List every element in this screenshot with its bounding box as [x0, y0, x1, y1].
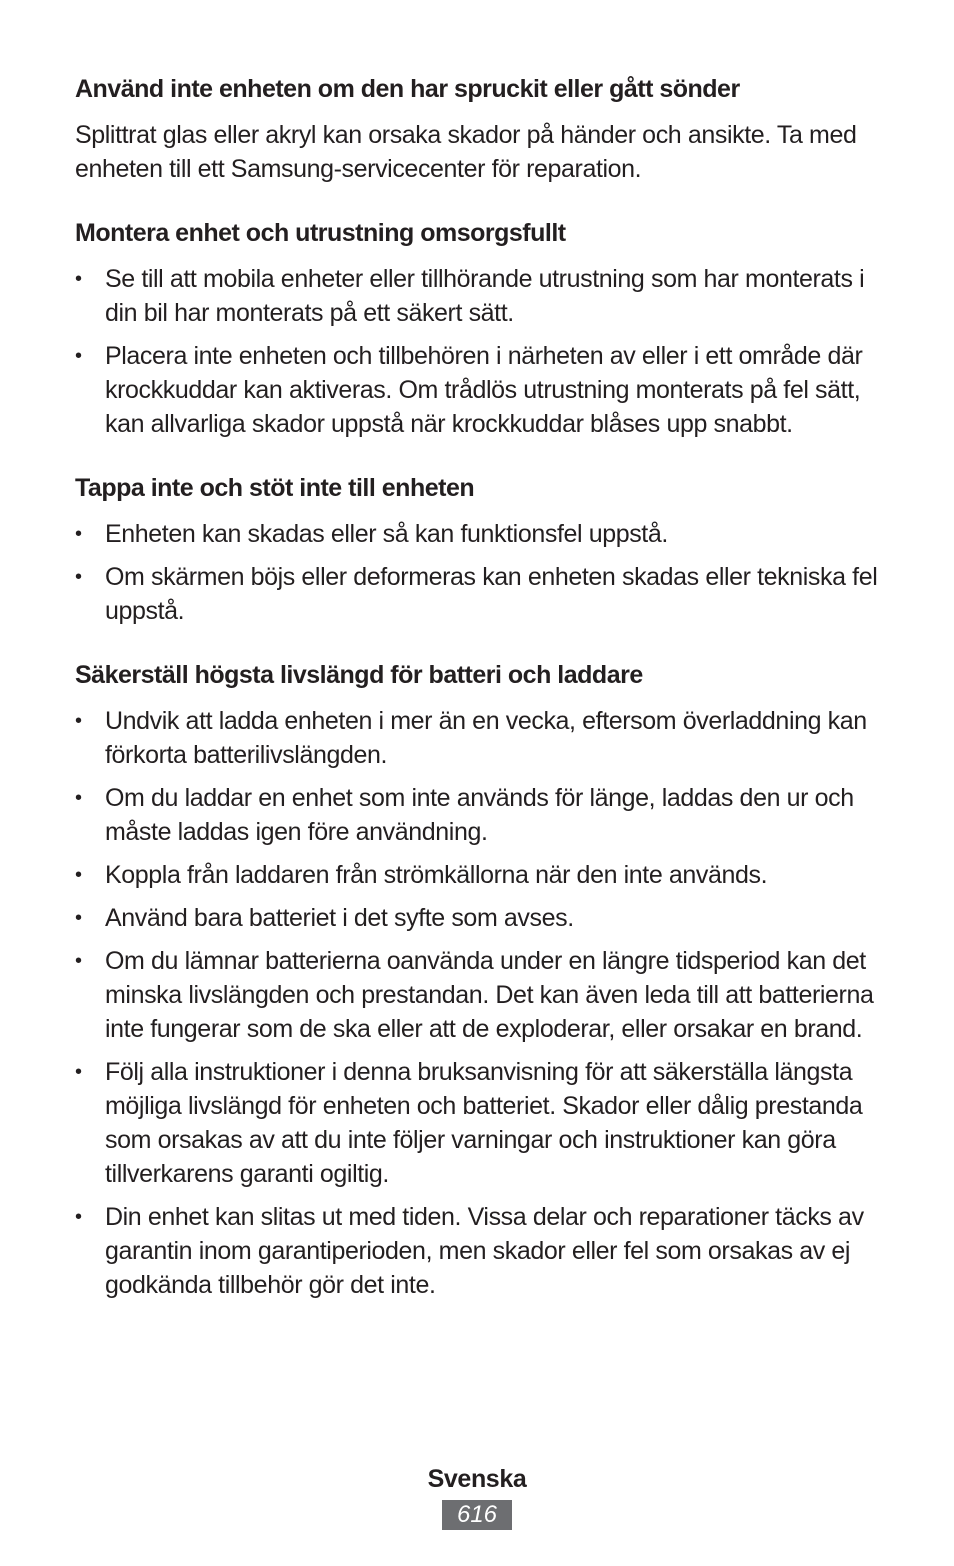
footer-language: Svenska — [427, 1465, 527, 1493]
section-mounting — [75, 216, 885, 441]
list-item-text: Om skärmen böjs eller deformeras kan enheten skadas eller tekniska fel uppstå. — [105, 563, 878, 625]
list-item-text: Om du laddar en enhet som inte används för länge, laddas den ur och måste laddas igen före användning. — [105, 784, 854, 846]
list-item — [75, 858, 885, 892]
list-item — [75, 781, 885, 849]
bullet-icon: • — [75, 268, 82, 290]
bullet-icon: • — [75, 907, 82, 929]
section-heading: Montera enhet och utrustning omsorgsfullt — [75, 219, 566, 247]
bullet-icon: • — [75, 345, 82, 367]
section-battery-life — [75, 658, 885, 1302]
bullet-icon: • — [75, 787, 82, 809]
bullet-icon: • — [75, 950, 82, 972]
list-item — [75, 560, 885, 628]
list-item-text: Koppla från laddaren från strömkällorna när den inte används. — [105, 861, 768, 889]
list-item — [75, 517, 885, 551]
bullet-list — [75, 704, 885, 1302]
list-item — [75, 1200, 885, 1302]
document-body — [75, 72, 885, 1332]
page-number: 616 — [442, 1500, 512, 1530]
list-item — [75, 262, 885, 330]
section-dropping — [75, 471, 885, 628]
list-item-text: Din enhet kan slitas ut med tiden. Vissa delar och reparationer täcks av garantin inom garantiperioden, men skador eller fel som orsakas av ej godkända tillbehör gör det inte. — [105, 1203, 864, 1299]
bullet-icon: • — [75, 566, 82, 588]
bullet-icon: • — [75, 523, 82, 545]
bullet-icon: • — [75, 864, 82, 886]
bullet-icon: • — [75, 1206, 82, 1228]
list-item — [75, 901, 885, 935]
list-item-text: Enheten kan skadas eller så kan funktionsfel uppstå. — [105, 520, 668, 548]
list-item-text: Följ alla instruktioner i denna bruksanvisning för att säkerställa längsta möjliga livslängd för enheten och batteriet. Skador eller dålig prestanda som orsakas av att du inte följer varningar och instruktioner kan göra tillverkarens garanti ogiltig. — [105, 1058, 863, 1188]
list-item-text: Se till att mobila enheter eller tillhörande utrustning som har monterats i din bil har monterats på ett säkert sätt. — [105, 265, 865, 327]
list-item-text: Om du lämnar batterierna oanvända under en längre tidsperiod kan det minska livslängden och prestandan. Det kan även leda till att batterierna inte fungerar som de ska eller att de exploderar, eller orsakar en brand. — [105, 947, 874, 1043]
list-item — [75, 704, 885, 772]
list-item-text: Använd bara batteriet i det syfte som avses. — [105, 904, 574, 932]
bullet-list — [75, 517, 885, 628]
section-paragraph: Splittrat glas eller akryl kan orsaka skador på händer och ansikte. Ta med enheten till ett Samsung-servicecenter för reparation. — [75, 121, 857, 183]
list-item-text: Undvik att ladda enheten i mer än en vecka, eftersom överladdning kan förkorta batterilivslängden. — [105, 707, 867, 769]
list-item-text: Placera inte enheten och tillbehören i närheten av eller i ett område där krockkuddar kan aktiveras. Om trådlös utrustning monterats på fel sätt, kan allvarliga skador uppstå när krockkuddar blåses upp snabbt. — [105, 342, 863, 438]
bullet-icon: • — [75, 1061, 82, 1083]
list-item — [75, 944, 885, 1046]
bullet-icon: • — [75, 710, 82, 732]
section-damaged-device — [75, 72, 885, 186]
section-heading: Säkerställ högsta livslängd för batteri och laddare — [75, 661, 643, 689]
list-item — [75, 1055, 885, 1191]
section-heading: Använd inte enheten om den har spruckit eller gått sönder — [75, 75, 740, 103]
bullet-list — [75, 262, 885, 441]
list-item — [75, 339, 885, 441]
section-heading: Tappa inte och stöt inte till enheten — [75, 474, 475, 502]
page-footer — [0, 1462, 954, 1530]
